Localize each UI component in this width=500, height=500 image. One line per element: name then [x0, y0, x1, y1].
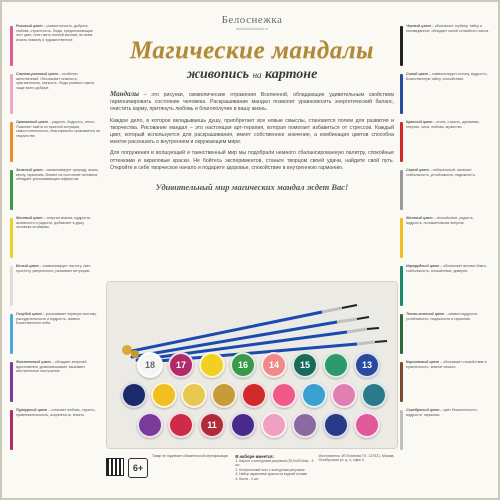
- color-swatch: [400, 218, 403, 258]
- description-paragraph-1: [106, 91, 398, 114]
- color-description: [406, 264, 490, 273]
- color-swatch: [10, 218, 13, 258]
- color-legend-item: [400, 120, 490, 166]
- color-meaning: – успокаивает нервную систему, рассудительность и мудрость, символ Божественного неба.: [16, 312, 97, 326]
- color-name: Светло-розовый цвет: [16, 72, 58, 76]
- color-swatch: [10, 170, 13, 210]
- paint-pot: [271, 382, 297, 408]
- color-swatch: [400, 170, 403, 210]
- color-description: [406, 216, 490, 225]
- paint-pot: [181, 382, 207, 408]
- paint-pot: 18: [137, 352, 163, 378]
- brand-logo: Белоснежка: [221, 14, 283, 26]
- manufacturer-info: Изготовитель: ИП Блинова Т.Е. 127521, Москва, Октябрьская ул. д. 4, офис 4: [318, 454, 395, 463]
- color-swatch: [10, 26, 13, 66]
- paint-pot: [241, 382, 267, 408]
- paint-pot: [361, 382, 387, 408]
- kit-contents: [235, 454, 314, 494]
- paint-pot: [323, 412, 349, 438]
- paragraph-text: – это рисунки, символические отражения Вселенной, обладающие удивительным свойством гармонизировать состояние человека. Раскрашивание мандал позволит уравновесить энергетический баланс, очистить карму, притянуть любовь и благополучие в вашу жизнь.: [110, 92, 394, 113]
- color-meaning: – обозначает глубину, тайну и неизведанное, обладает силой стихийного хаоса.: [406, 24, 490, 33]
- certification-note: Товар не подлежит обязательной сертификации: [152, 454, 229, 458]
- color-description: [16, 408, 100, 417]
- paint-pot: [199, 352, 225, 378]
- paint-pot: [151, 382, 177, 408]
- color-legend-item: [10, 264, 100, 310]
- color-name: Пурпурный цвет: [16, 408, 48, 412]
- color-description: [16, 120, 100, 138]
- paint-pots: [119, 350, 389, 450]
- color-swatch: [400, 74, 403, 114]
- paint-pot: [292, 412, 318, 438]
- paint-pot: [137, 412, 163, 438]
- paint-pot: [211, 382, 237, 408]
- color-legend-item: [400, 216, 490, 262]
- color-description: [406, 168, 490, 177]
- color-description: [406, 360, 490, 369]
- paragraph-text: Для погружения в волшующий и таинственный мир мы подобрали немного сбалансированную палитру, спокойные оттенками и акриловые краски. Не бойтесь экспериментов, станьте творцом своей удачи, найдите свой путь. Откройте в себе творческое начало и подарите здоровье, спокойствие в внутреннюю гармонию.: [110, 150, 394, 171]
- color-name: Желтый цвет: [16, 216, 43, 220]
- color-name: Белый цвет: [16, 264, 39, 268]
- color-legend-item: [10, 24, 100, 70]
- color-name: Желтый цвет: [406, 216, 433, 220]
- color-meaning: – означает любовь, страсть, привлекательность, искренность, власть.: [16, 408, 96, 417]
- color-legend-item: [400, 312, 490, 358]
- tagline: Удивительный мир магических мандал ждет Вас!: [155, 182, 349, 193]
- subtitle-end: картоне: [265, 67, 318, 82]
- color-meaning: – обозначает вечные блага, стабильность, спокойствие, доверие.: [406, 264, 487, 273]
- color-swatch: [400, 410, 403, 450]
- color-name: Синий цвет: [406, 72, 428, 76]
- color-swatch: [400, 122, 403, 162]
- color-description: [406, 312, 490, 321]
- color-meaning: – особенно женственный. Обозначает нежность, чувственность, мягкость. Люди розового цвета чаще всего добрые.: [16, 72, 94, 90]
- color-name: Изумрудный цвет: [406, 264, 440, 268]
- color-name: Голубой цвет: [16, 312, 42, 316]
- color-meaning: – символизирует чистоту, свет, простоту, уверенность, развивает интуицию.: [16, 264, 91, 273]
- color-swatch: [10, 314, 13, 354]
- color-description: [16, 312, 100, 326]
- color-swatch: [400, 314, 403, 354]
- color-meaning: – радость, бодрость, тепло. Помогает выйти из тяжелой ситуации, самостоятельность, благоприятно сказывается на творчестве.: [16, 120, 100, 138]
- color-swatch: [10, 362, 13, 402]
- color-legend-item: [400, 360, 490, 406]
- subtitle-mid: на: [252, 70, 262, 80]
- kit-title: В наборе имеется:: [235, 454, 275, 459]
- color-description: [16, 216, 100, 230]
- color-description: [16, 264, 100, 273]
- paint-pot: 15: [292, 352, 318, 378]
- kit-item: 3. Набор акриловых красок на водной основе: [235, 472, 308, 477]
- paint-pot: [323, 352, 349, 378]
- paint-pot: [230, 412, 256, 438]
- kit-item: 1. Картон с контурным рисунком (29,5х29,5см) - 3 шт.: [235, 459, 314, 468]
- color-name: Темно-зеленый цвет: [406, 312, 445, 316]
- color-meaning: – символизирует природу, жизнь, весну, гармонию. Влияет на состояние человека, обладает успокаивающим эффектом.: [16, 168, 99, 182]
- paint-pot: 16: [230, 352, 256, 378]
- color-legend-item: [400, 408, 490, 454]
- color-description: [16, 360, 100, 374]
- color-name: Оранжевый цвет: [16, 120, 48, 124]
- color-meaning: – символ мудрости, устойчивости, надежности и гармонии.: [406, 312, 479, 321]
- color-swatch: [10, 74, 13, 114]
- color-swatch: [400, 362, 403, 402]
- color-meaning: – обозначает спокойствие и практичность, земное начало.: [406, 360, 487, 369]
- paint-pot: 11: [199, 412, 225, 438]
- color-legend-item: [10, 216, 100, 262]
- left-color-legend: [10, 24, 100, 492]
- paint-tray: [106, 281, 398, 449]
- paint-pot: [121, 382, 147, 408]
- paint-pot: [354, 412, 380, 438]
- color-name: Фиолетовый цвет: [16, 360, 51, 364]
- color-swatch: [10, 266, 13, 306]
- color-meaning: – спокойствие, радость, мудрость, положительная энергия.: [406, 216, 474, 225]
- paint-pot: 13: [354, 352, 380, 378]
- color-description: [406, 120, 490, 129]
- color-swatch: [400, 266, 403, 306]
- paint-pot: [301, 382, 327, 408]
- color-name: Серый цвет: [406, 168, 429, 172]
- color-meaning: – романтичность, доброта, любовь, страстность. Люди, предпочитающие этот цвет, хотят жить полной жизнью, во всем искать новизну и художественное.: [16, 24, 93, 42]
- color-description: [406, 72, 490, 81]
- color-legend-item: [400, 168, 490, 214]
- color-meaning: – цвет бесконечности, мудрости, гармонии.: [406, 408, 478, 417]
- description-paragraph-3: [106, 150, 398, 172]
- color-name: Коричневый цвет: [406, 360, 439, 364]
- color-legend-item: [400, 264, 490, 310]
- age-badge: 6+: [128, 458, 148, 478]
- color-meaning: – нейтральный, означает стабильность, устойчивость, надежность.: [406, 168, 476, 177]
- color-meaning: – огонь, страсть, динамика, энергия, сила, любовь, мужество.: [406, 120, 480, 129]
- paint-pot: [261, 412, 287, 438]
- description-paragraph-2: [106, 118, 398, 147]
- kit-item: 2. Контрольный лист с контурным рисунком: [235, 467, 305, 472]
- color-legend-item: [10, 408, 100, 454]
- brand-site: www.belosnezhka.ru: [235, 27, 269, 31]
- color-legend-item: [10, 312, 100, 358]
- color-legend-item: [400, 24, 490, 70]
- qr-code-icon: [106, 458, 124, 476]
- color-swatch: [400, 26, 403, 66]
- right-color-legend: [400, 24, 490, 492]
- subtitle-main: живопись: [186, 67, 250, 82]
- color-meaning: – обладает энергией вдохновения, уравновешивает, вызывает мечтательное настроение.: [16, 360, 87, 374]
- color-description: [16, 24, 100, 42]
- paragraph-lead: Мандалы: [110, 90, 139, 98]
- color-meaning: – символизирует истину, мудрость, Божественную тайну, спокойствие.: [406, 72, 488, 81]
- color-description: [406, 408, 490, 417]
- color-legend-item: [10, 72, 100, 118]
- paint-pot: [331, 382, 357, 408]
- color-description: [16, 168, 100, 182]
- color-swatch: [10, 410, 13, 450]
- color-legend-item: [10, 360, 100, 406]
- color-legend-item: [10, 168, 100, 214]
- color-description: [16, 72, 100, 90]
- product-subtitle: [106, 67, 398, 83]
- paint-pot: [168, 412, 194, 438]
- center-panel: [106, 14, 398, 494]
- color-meaning: – энергия знания, мудрости, активности и радости, добавляет в душу человека оптимизм.: [16, 216, 91, 230]
- color-name: Красный цвет: [406, 120, 433, 124]
- paint-pot: 17: [168, 352, 194, 378]
- color-description: [406, 24, 490, 33]
- paragraph-text: Каждое дело, в которое вкладываешь душу, приобретает все новые смыслы, становится полем для развития и творчества. Рисование мандал – это настоящая арт-терапия, которая помогает избавиться от стрессов. Каждый цвет, который используется для раскрашивания, имеет собственное значение, а комбинация цветов способна многое рассказать о внутреннем и окружающем мире.: [110, 117, 394, 146]
- product-title: Магические мандалы: [130, 37, 374, 64]
- color-name: Черный цвет: [406, 24, 431, 28]
- color-legend-item: [10, 120, 100, 166]
- bottom-info: [106, 454, 398, 494]
- color-name: Зеленый цвет: [16, 168, 43, 172]
- color-legend-item: [400, 72, 490, 118]
- paint-pot: 14: [261, 352, 287, 378]
- color-name: Серебряный цвет: [406, 408, 440, 412]
- color-swatch: [10, 122, 13, 162]
- color-name: Розовый цвет: [16, 24, 43, 28]
- kit-item: 4. Кисти - 4 шт.: [235, 476, 259, 481]
